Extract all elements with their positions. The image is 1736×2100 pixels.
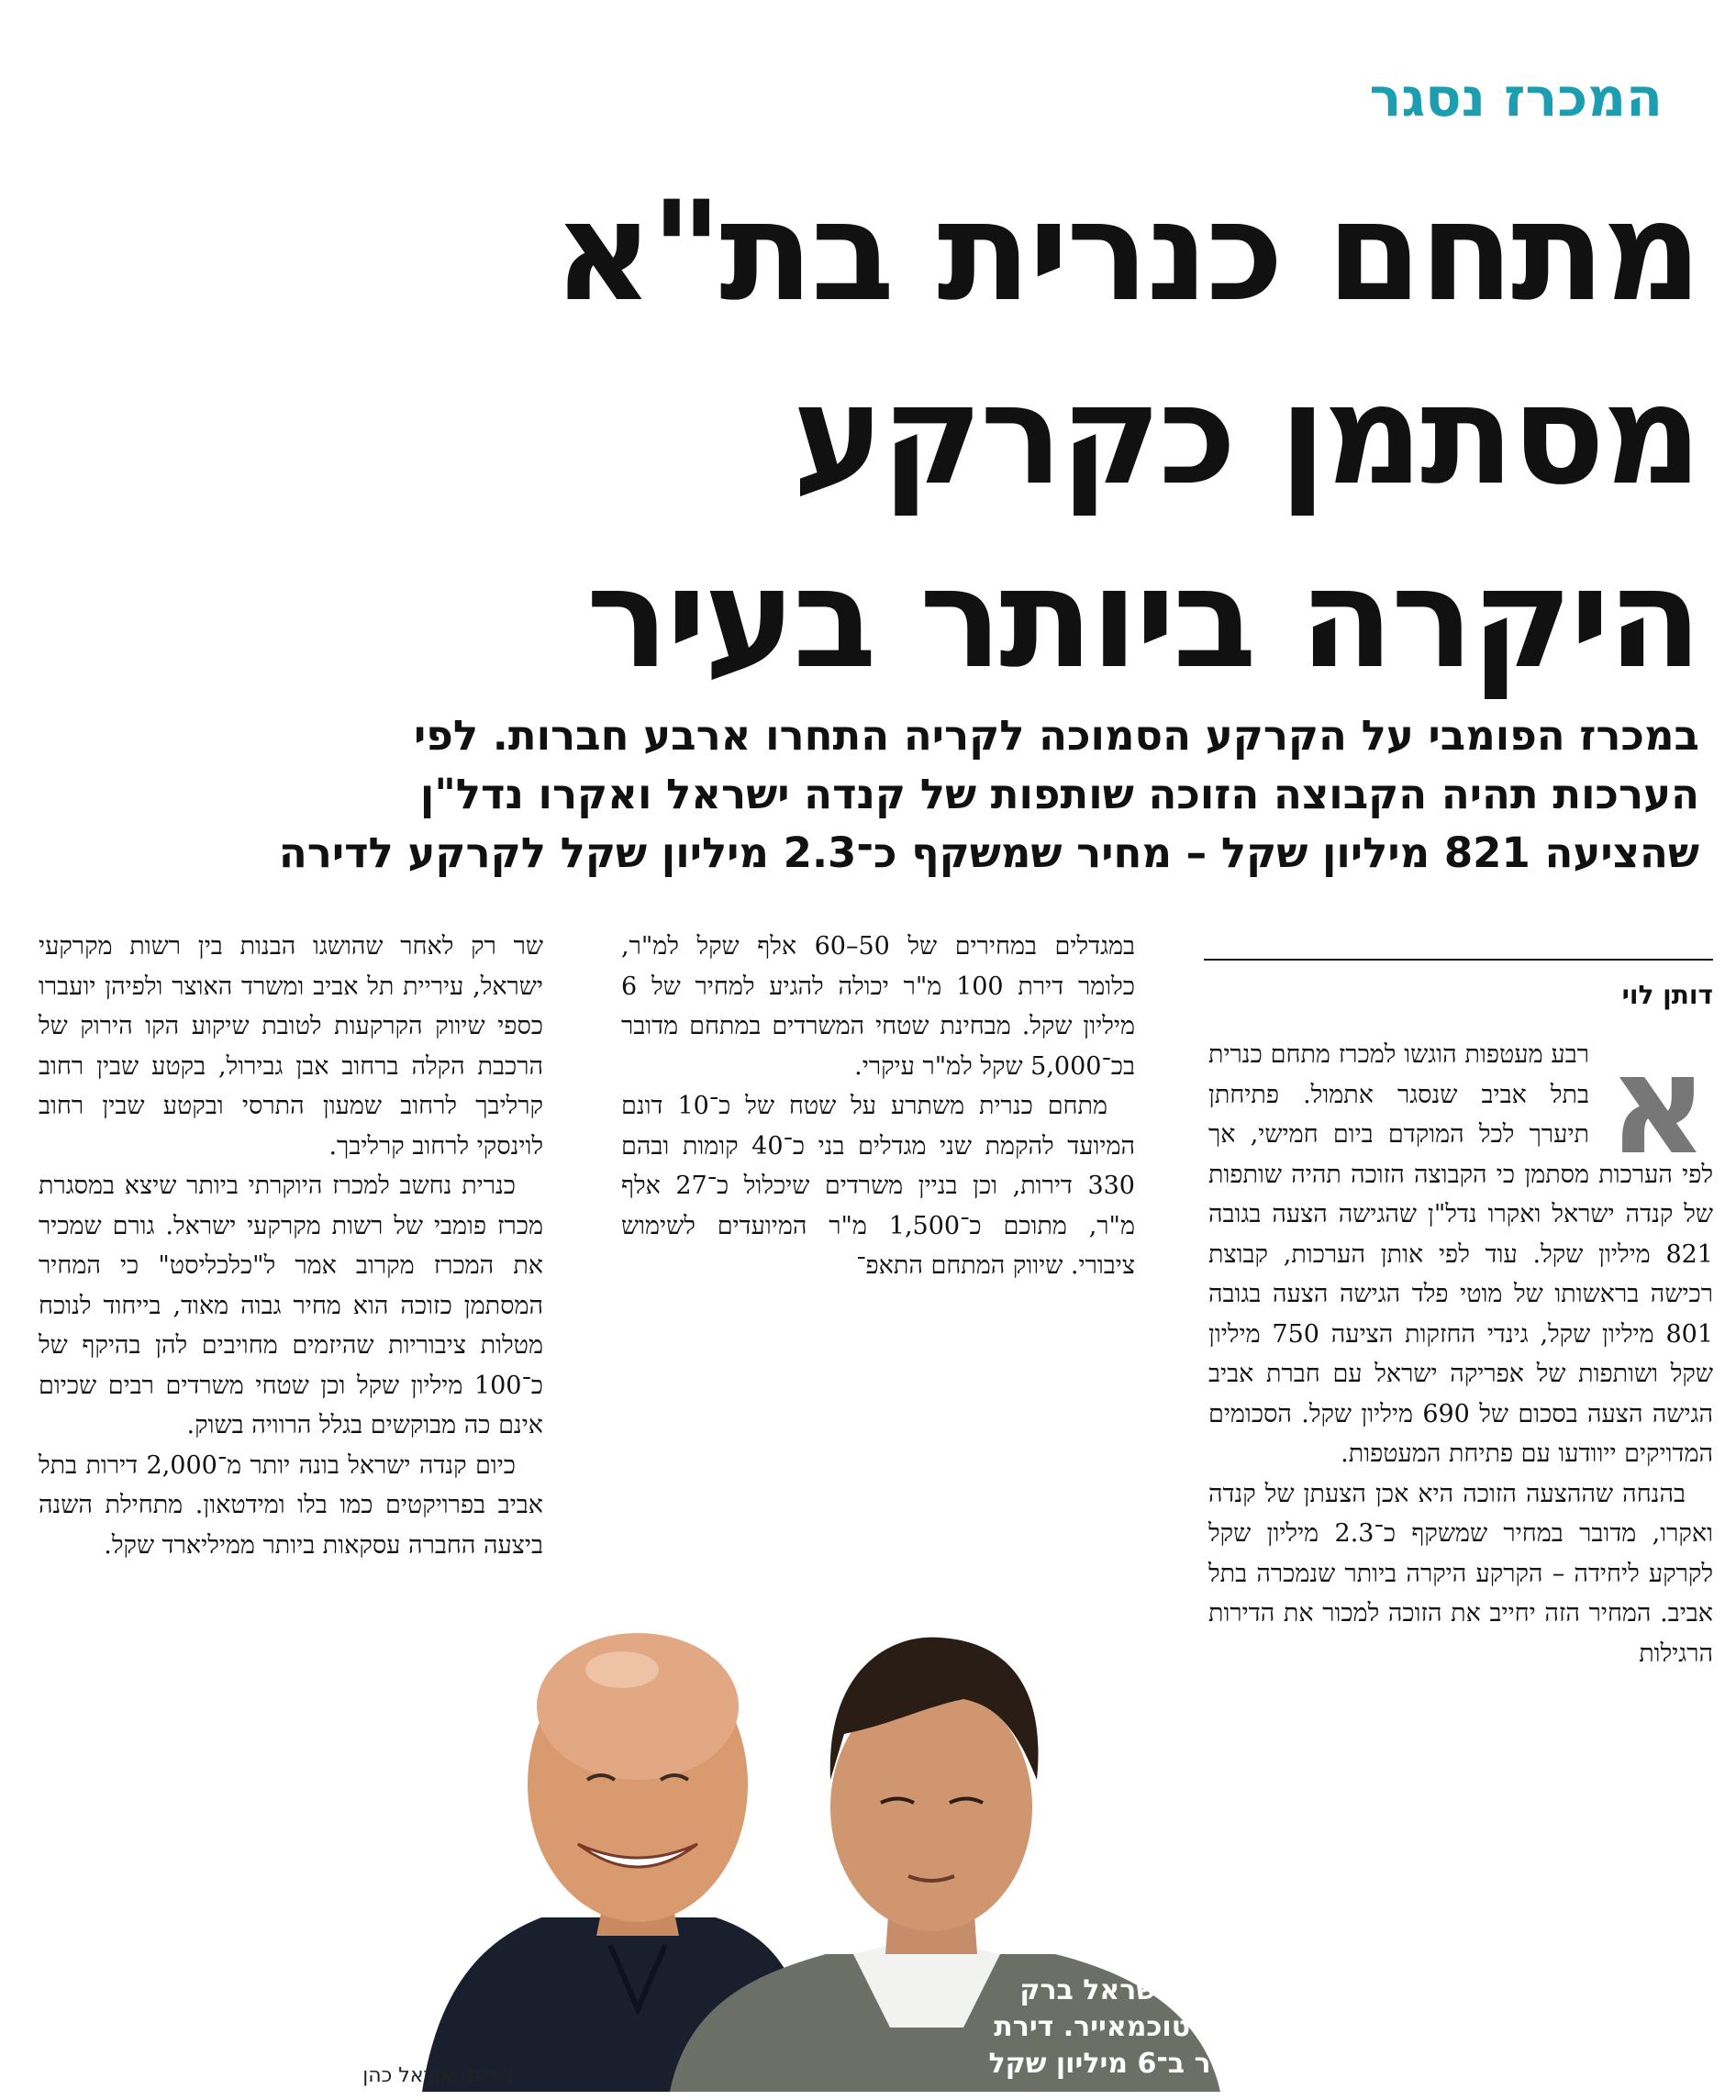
column-3-paragraph-3: כיום קנדה ישראל בונה יותר מ־2,000 דירות בתל אביב בפרויקטים כמו בלו ומידטאון. מתחילת השנה ביצעה החברה עסקאות ביותר ממיליארד שקל. — [39, 1450, 543, 1560]
column-3-paragraph-2: כנרית נחשב למכרז היוקרתי ביותר שיצא במסגרת מכרז פומבי של רשות מקרקעי ישראל. גורם שמכיר את המכרז מקרוב אמר ל"כלכליסט" כי המחיר המסתמן כזוכה הוא מחיר גבוה מאוד, בייחוד לנוכח מטלות ציבוריות שהיזמים מחויבים להן בהיקף של כ־100 מיליון שקל וכן שטחי משרדים רבים שכיום אינם כה מבוקשים בגלל הרוויה בשוק. — [39, 1172, 543, 1439]
headline — [39, 161, 1699, 711]
headline-line-3: היקרה ביותר בעיר — [585, 539, 1699, 699]
headline-line-1: מתחם כנרית בת"א — [552, 172, 1699, 332]
subheadline — [39, 706, 1699, 883]
subheadline-line-3: שהציעה 821 מיליון שקל – מחיר שמשקף כ־2.3 מיליון שקל לקרקע לדירה — [278, 828, 1699, 877]
photo-credit: צילום: אוראל כהן — [362, 2064, 514, 2087]
section-kicker: המכרז נסגר — [1369, 66, 1663, 128]
headline-line-2: מסתמן כקרקע — [792, 356, 1699, 516]
subheadline-line-2: הערכות תהיה הקבוצה הזוכה שותפות של קנדה ישראל ואקרו נדל"ן — [419, 770, 1699, 818]
column-2-paragraph-1: במגדלים במחירים של 50–60 אלף שקל למ"ר, כלומר דירת 100 מ"ר יכולה להגיע למחיר של 6 מיליון שקל. מבחינת שטחי המשרדים במתחם מדובר בכ־5,000 שקל למ"ר עיקרי. — [621, 932, 1135, 1081]
caption-line-1: בעלי קנדה ישראל ברק — [1019, 1974, 1312, 2006]
column-3-paragraph-1: שר רק לאחר שהושגו הבנות בין רשות מקרקעי ישראל, עיריית תל אביב ומשרד האוצר ולפיהן יועברו כספי שיווק הקרקעות לטובת שיקוע הקו הירוק של הרכבת הקלה ברחוב אבן גבירול, בקטע שבין רחוב קרליבך לרחוב שמעון התרסי ובקטע שבין רחוב לוינסקי לרחוב קרליבך. — [39, 932, 543, 1161]
column-2-paragraph-2: מתחם כנרית משתרע על שטח של כ־10 דונם המיועד להקמת שני מגדלים בני כ־40 קומות ובהם 330 דירות, וכן בניין משרדים שיכלול כ־27 אלף מ"ר, מתוכם כ־1,500 מ"ר המיועדים לשימוש ציבורי. שיווק המתחם התאפ־ — [621, 1092, 1136, 1280]
photo-caption — [927, 1972, 1312, 2083]
article-column-2 — [621, 927, 1135, 1286]
subheadline-line-1: במכרז הפומבי על הקרקע הסמוכה לקריה התחרו ארבע חברות. לפי — [414, 711, 1699, 760]
byline: דותן לוי — [1621, 980, 1713, 1010]
article-column-1 — [1208, 1026, 1714, 1673]
column-1-paragraph-1: רבע מעטפות הוגשו למכרז מתחם כנרית בתל אביב שנסגר אתמול. פתיחתן תיערך לכל המוקדם ביום חמישי, אך לפי הערכות מסתמן כי הקבוצה הזוכה תהיה שותפות של קנדה ישראל ואקרו נדל"ן שהגישה הצעה בגובה 821 מיליון שקל. עוד לפי אותן הערכות, קבוצת רכישה בראשותו של מוטי פלד הגישה הצעה בגובה 801 מיליון שקל, גינדי החזקות הציעה 750 מיליון שקל ושותפות של אפריקה ישראל עם חברת אביב הגישה הצעה בסכום של 690 מיליון שקל. הסכומים המדויקים ייוודעו עם פתיחת המעטפות. — [1208, 1040, 1714, 1468]
byline-divider — [1204, 959, 1713, 961]
caption-line-3: 100 מ"ר ב־6 מיליון שקל — [988, 2048, 1312, 2080]
column-1-paragraph-2: בהנחה שההצעה הזוכה היא אכן הצעתן של קנדה ואקרו, מדובר במחיר שמשקף כ־2.3 מיליון שקל לקרקע ליחידה – הקרקע היקרה ביותר שנמכרה בתל אביב. המחיר הזה יחייב את הזוכה למכור את הדירות הרגילות — [1208, 1479, 1713, 1668]
caption-line-2: רוזן ואסי טוכמאייר. דירת — [994, 2011, 1312, 2043]
drop-cap: א — [1608, 1026, 1708, 1185]
